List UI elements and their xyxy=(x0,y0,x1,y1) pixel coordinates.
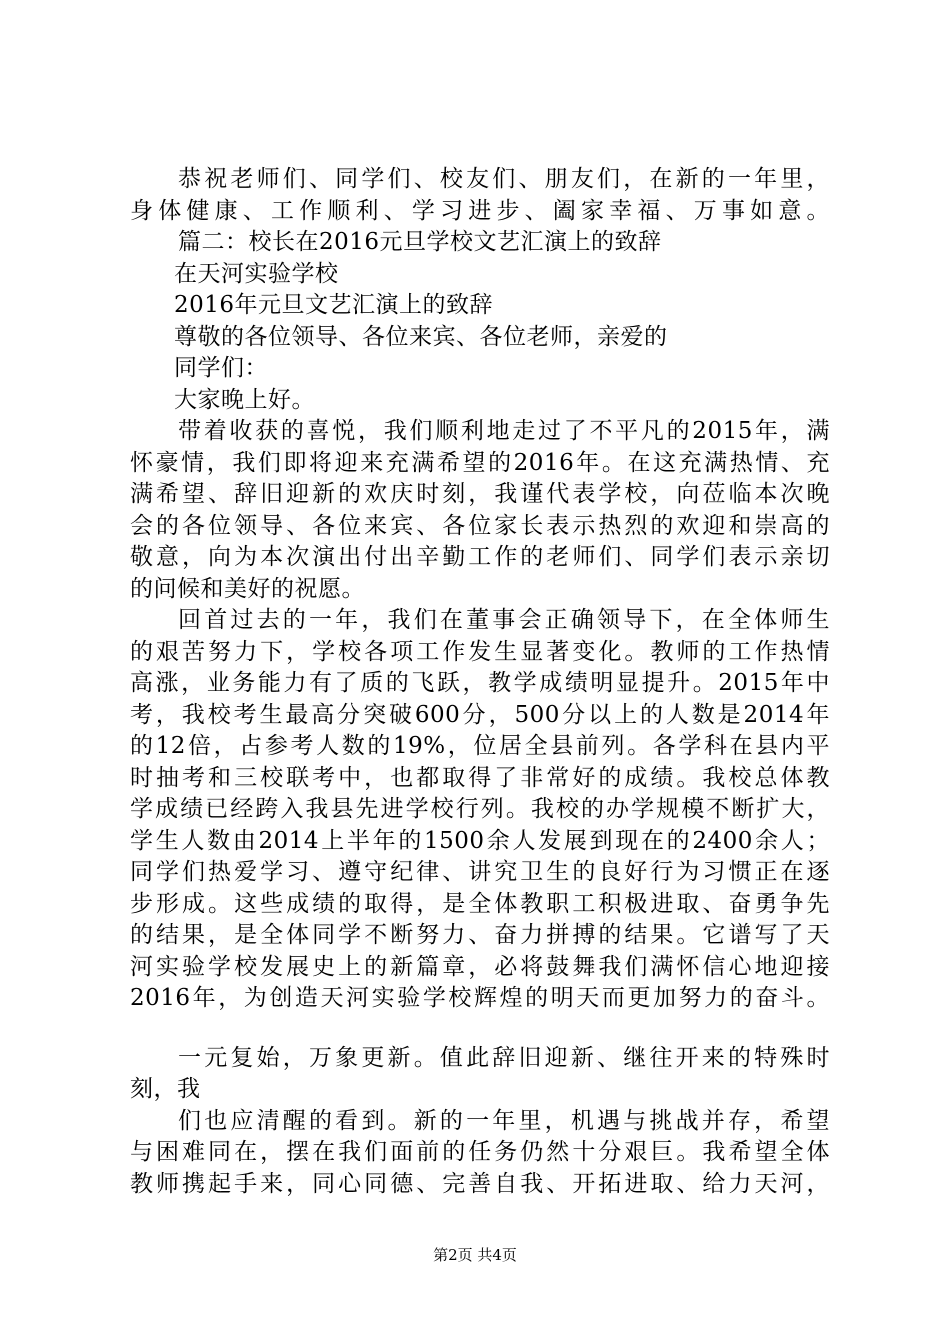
paragraph-line: 的12倍，占参考人数的19%，位居全县前列。各学科在县内平 xyxy=(130,733,830,759)
paragraph-line: 恭祝老师们、同学们、校友们、朋友们，在新的一年里， xyxy=(178,166,830,192)
paragraph-line: 河实验学校发展史上的新篇章，必将鼓舞我们满怀信心地迎接 xyxy=(130,953,830,980)
paragraph-line: 学成绩已经跨入我县先进学校行列。我校的办学规模不断扩大， xyxy=(130,796,830,822)
paragraph-line: 考，我校考生最高分突破600分，500分以上的人数是2014年 xyxy=(130,701,830,728)
paragraph-line: 高涨，业务能力有了质的飞跃，教学成绩明显提升。2015年中 xyxy=(130,670,830,696)
paragraph-line: 们也应清醒的看到。新的一年里，机遇与挑战并存，希望 xyxy=(178,1107,830,1134)
paragraph-line: 怀豪情，我们即将迎来充满希望的2016年。在这充满热情、充 xyxy=(130,449,830,476)
salutation-line: 同学们： xyxy=(174,355,268,381)
paragraph-line: 的结果，是全体同学不断努力、奋力拼搏的结果。它谱写了天 xyxy=(130,922,830,948)
paragraph-line: 刻，我 xyxy=(130,1076,201,1102)
paragraph-line: 身体健康、工作顺利、学习进步、阖家幸福、万事如意。 xyxy=(130,197,830,224)
paragraph-line: 的艰苦努力下，学校各项工作发生显著变化。教师的工作热情 xyxy=(130,638,830,665)
paragraph-line: 的问候和美好的祝愿。 xyxy=(130,575,365,602)
paragraph-line: 敬意，向为本次演出付出辛勤工作的老师们、同学们表示亲切 xyxy=(130,544,830,570)
paragraph-line: 满希望、辞旧迎新的欢庆时刻，我谨代表学校，向莅临本次晚 xyxy=(130,481,830,507)
paragraph-line: 同学们热爱学习、遵守纪律、讲究卫生的良好行为习惯正在逐 xyxy=(130,859,830,885)
speech-title-line: 2016年元旦文艺汇演上的致辞 xyxy=(174,292,494,318)
speech-title-line: 在天河实验学校 xyxy=(174,260,339,287)
paragraph-line: 步形成。这些成绩的取得，是全体教职工积极进取、奋勇争先 xyxy=(130,890,830,917)
paragraph-line: 学生人数由2014上半年的1500余人发展到现在的2400余人； xyxy=(130,827,830,854)
paragraph-line: 回首过去的一年，我们在董事会正确领导下，在全体师生 xyxy=(178,607,830,633)
paragraph-line: 会的各位领导、各位来宾、各位家长表示热烈的欢迎和崇高的 xyxy=(130,512,830,539)
greeting-line: 大家晚上好。 xyxy=(174,386,315,413)
paragraph-line: 2016年，为创造天河实验学校辉煌的明天而更加努力的奋斗。 xyxy=(130,985,830,1011)
paragraph-line: 与困难同在，摆在我们面前的任务仍然十分艰巨。我希望全体 xyxy=(130,1139,830,1165)
section-heading: 篇二：校长在2016元旦学校文艺汇演上的致辞 xyxy=(178,229,662,255)
paragraph-line: 时抽考和三校联考中，也都取得了非常好的成绩。我校总体教 xyxy=(130,764,830,791)
paragraph-line: 一元复始，万象更新。值此辞旧迎新、继往开来的特殊时 xyxy=(178,1044,830,1071)
document-body xyxy=(130,164,830,1200)
paragraph-gap xyxy=(130,1015,830,1043)
paragraph-line: 带着收获的喜悦，我们顺利地走过了不平凡的2015年，满 xyxy=(178,418,830,444)
salutation-line: 尊敬的各位领导、各位来宾、各位老师，亲爱的 xyxy=(174,323,668,350)
paragraph-line: 教师携起手来，同心同德、完善自我、开拓进取、给力天河， xyxy=(130,1170,830,1197)
page-number-footer: 第2页 共4页 xyxy=(433,1246,517,1264)
